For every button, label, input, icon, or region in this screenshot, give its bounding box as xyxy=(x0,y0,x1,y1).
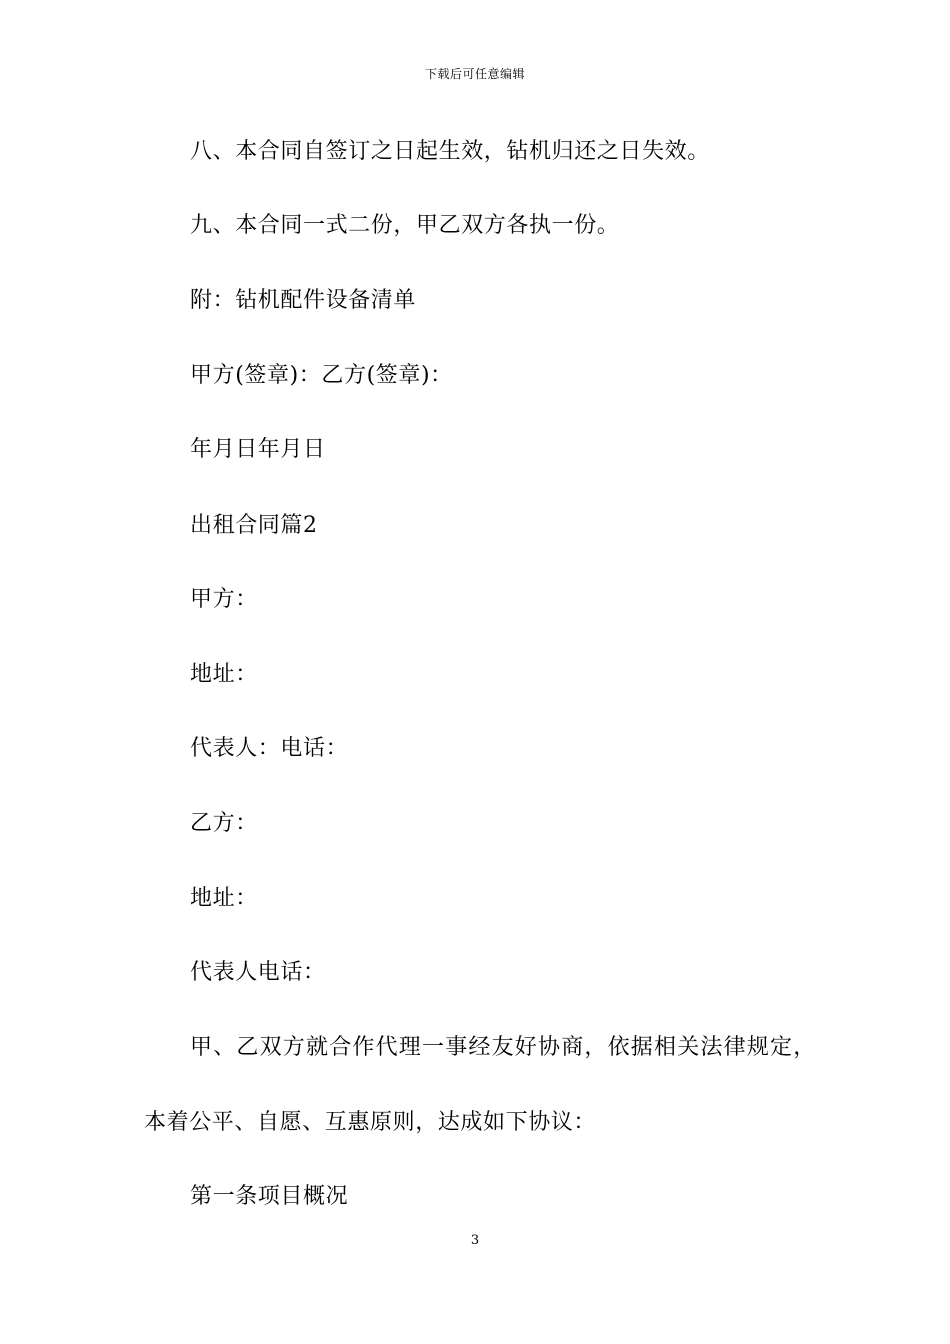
clause-9: 九、本合同一式二份，甲乙双方各执一份。 xyxy=(190,213,620,238)
page-number: 3 xyxy=(470,1233,480,1248)
date-line: 年月日年月日 xyxy=(190,437,326,462)
clause-8: 八、本合同自签订之日起生效，钻机归还之日失效。 xyxy=(190,139,710,164)
section-title: 出租合同篇2 xyxy=(190,513,318,538)
agreement-intro-line-1: 甲、乙双方就合作代理一事经友好协商，依据相关法律规定， xyxy=(190,1035,817,1060)
party-b-label: 乙方： xyxy=(190,811,258,836)
party-a-representative-label: 代表人：电话： xyxy=(190,736,349,761)
signature-line: 甲方(签章)：乙方(签章)： xyxy=(190,363,453,388)
party-b-address-label: 地址： xyxy=(190,886,258,911)
page-header: 下载后可任意编辑 xyxy=(424,67,525,81)
attachment-note: 附：钻机配件设备清单 xyxy=(190,288,417,313)
party-a-address-label: 地址： xyxy=(190,662,258,687)
article-1-title: 第一条项目概况 xyxy=(190,1184,349,1209)
agreement-intro-line-2: 本着公平、自愿、互惠原则，达成如下协议： xyxy=(144,1110,597,1135)
party-a-label: 甲方： xyxy=(190,587,258,612)
party-b-representative-label: 代表人电话： xyxy=(190,960,326,985)
